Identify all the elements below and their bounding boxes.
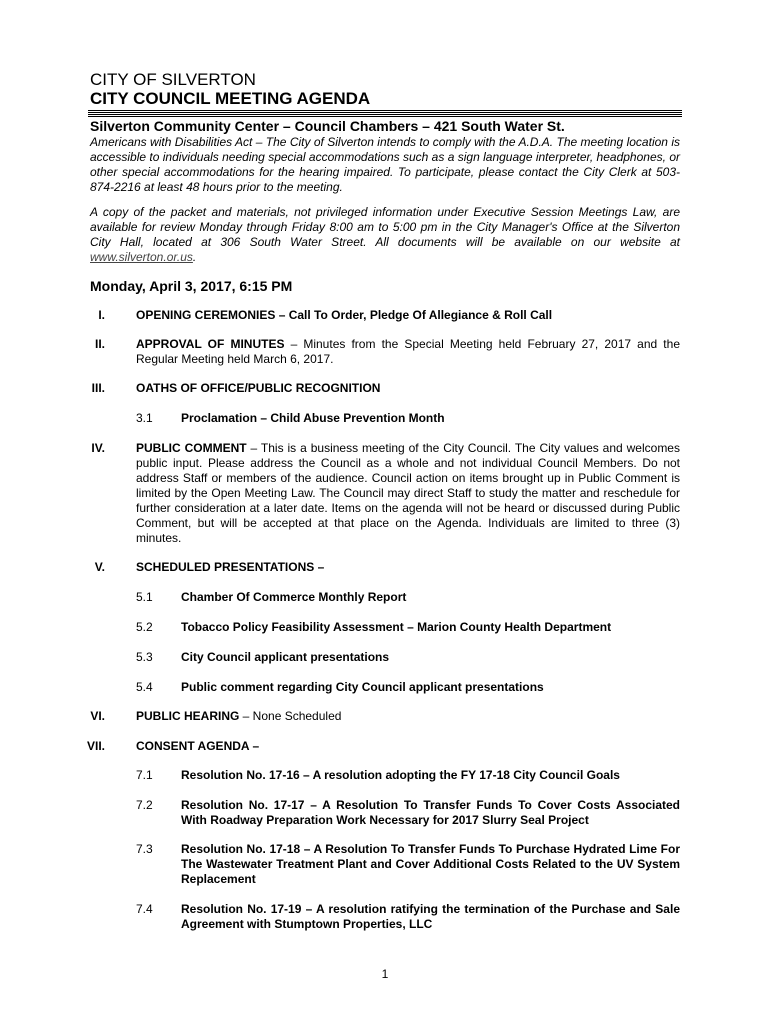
sub-item-text: Public comment regarding City Council applicant presentations: [181, 680, 544, 694]
sub-item-text: Tobacco Policy Feasibility Assessment – Marion County Health Department: [181, 620, 612, 634]
sub-item-text: City Council applicant presentations: [181, 650, 390, 664]
item-title: OPENING CEREMONIES – Call To Order, Pledge Of Allegiance & Roll Call: [136, 308, 553, 322]
item-text: – None Scheduled: [239, 709, 342, 723]
item-title: PUBLIC COMMENT: [136, 441, 247, 455]
sub-item-number: 5.1: [136, 590, 153, 604]
item-title: SCHEDULED PRESENTATIONS –: [136, 560, 325, 574]
item-text: – Minutes from the Special Meeting held February 27, 2017 and the Regular Meeting held March 6, 2017.: [136, 337, 680, 366]
item-number: V.: [94, 560, 105, 574]
sub-item-number: 7.3: [136, 842, 153, 856]
meeting-date: Monday, April 3, 2017, 6:15 PM: [90, 278, 293, 294]
item-title: OATHS OF OFFICE/PUBLIC RECOGNITION: [136, 381, 381, 395]
page-number: 1: [381, 967, 389, 981]
item-number: VII.: [86, 739, 105, 753]
meeting-location: Silverton Community Center – Council Chambers – 421 South Water St.: [90, 118, 565, 134]
item-text: – This is a business meeting of the City Council. The City values and welcomes public input. Please address the Council as a whole and not individual Council Members. Do not address Staff or members of the audience. Council action on items brought up in Public Comment is limited by the Open Meeting Law. The Council may direct Staff to study the matter and reschedule for further consideration at a later date. Items on the agenda will not be heard or discussed during Public Comment, but will be accepted at that place on the Agenda. Individuals are limited to three (3) minutes.: [136, 441, 680, 545]
item-number: I.: [98, 308, 105, 322]
packet-notice-text: A copy of the packet and materials, not privileged information under Executive Session Meetings Law, are available for review Monday through Friday 8:00 am to 5:00 pm in the City Manager's Office at the Silverton City Hall, located at 306 South Water Street. All documents will be available on our website at: [90, 205, 680, 249]
sub-item-text: Resolution No. 17-18 – A Resolution To Transfer Funds To Purchase Hydrated Lime For The Wastewater Treatment Plant and Cover Additional Costs Related to the UV System Replacement: [181, 842, 680, 886]
sub-item-number: 3.1: [136, 411, 153, 425]
sub-item-text: Resolution No. 17-17 – A Resolution To Transfer Funds To Cover Costs Associated With Roadway Preparation Work Necessary for 2017 Slurry Seal Project: [181, 798, 680, 827]
sub-item-text: Chamber Of Commerce Monthly Report: [181, 590, 407, 604]
agenda-title: CITY COUNCIL MEETING AGENDA: [90, 89, 371, 108]
item-title: PUBLIC HEARING: [136, 709, 240, 723]
item-number: IV.: [91, 441, 105, 455]
packet-notice: [90, 205, 680, 265]
website-link[interactable]: www.silverton.or.us: [90, 250, 193, 264]
packet-notice-period: .: [192, 250, 197, 264]
sub-item-number: 7.4: [136, 902, 153, 916]
item-number: VI.: [90, 709, 105, 723]
item-number: II.: [94, 337, 105, 351]
sub-item-number: 5.2: [136, 620, 153, 634]
ada-notice: Americans with Disabilities Act – The City of Silverton intends to comply with the A.D.A. The meeting location is accessible to individuals needing special accommodations such as a sign language interpreter, headphones, or other special accommodations for the hearing impaired. To participate, please contact the City Clerk at 503-874-2216 at least 48 hours prior to the meeting.: [90, 135, 680, 194]
title-rule: [88, 110, 682, 117]
sub-item-number: 5.4: [136, 680, 153, 694]
sub-item-number: 7.2: [136, 798, 153, 812]
item-title: CONSENT AGENDA –: [136, 739, 260, 753]
item-number: III.: [91, 381, 105, 395]
item-title: APPROVAL OF MINUTES: [136, 337, 285, 351]
sub-item-text: Resolution No. 17-16 – A resolution adopting the FY 17-18 City Council Goals: [181, 768, 620, 782]
sub-item-text: Resolution No. 17-19 – A resolution ratifying the termination of the Purchase and Sale Agreement with Stumptown Properties, LLC: [181, 902, 680, 931]
city-name: CITY OF SILVERTON: [90, 70, 256, 89]
sub-item-number: 5.3: [136, 650, 153, 664]
sub-item-number: 7.1: [136, 768, 153, 782]
sub-item-text: Proclamation – Child Abuse Prevention Month: [181, 411, 445, 425]
